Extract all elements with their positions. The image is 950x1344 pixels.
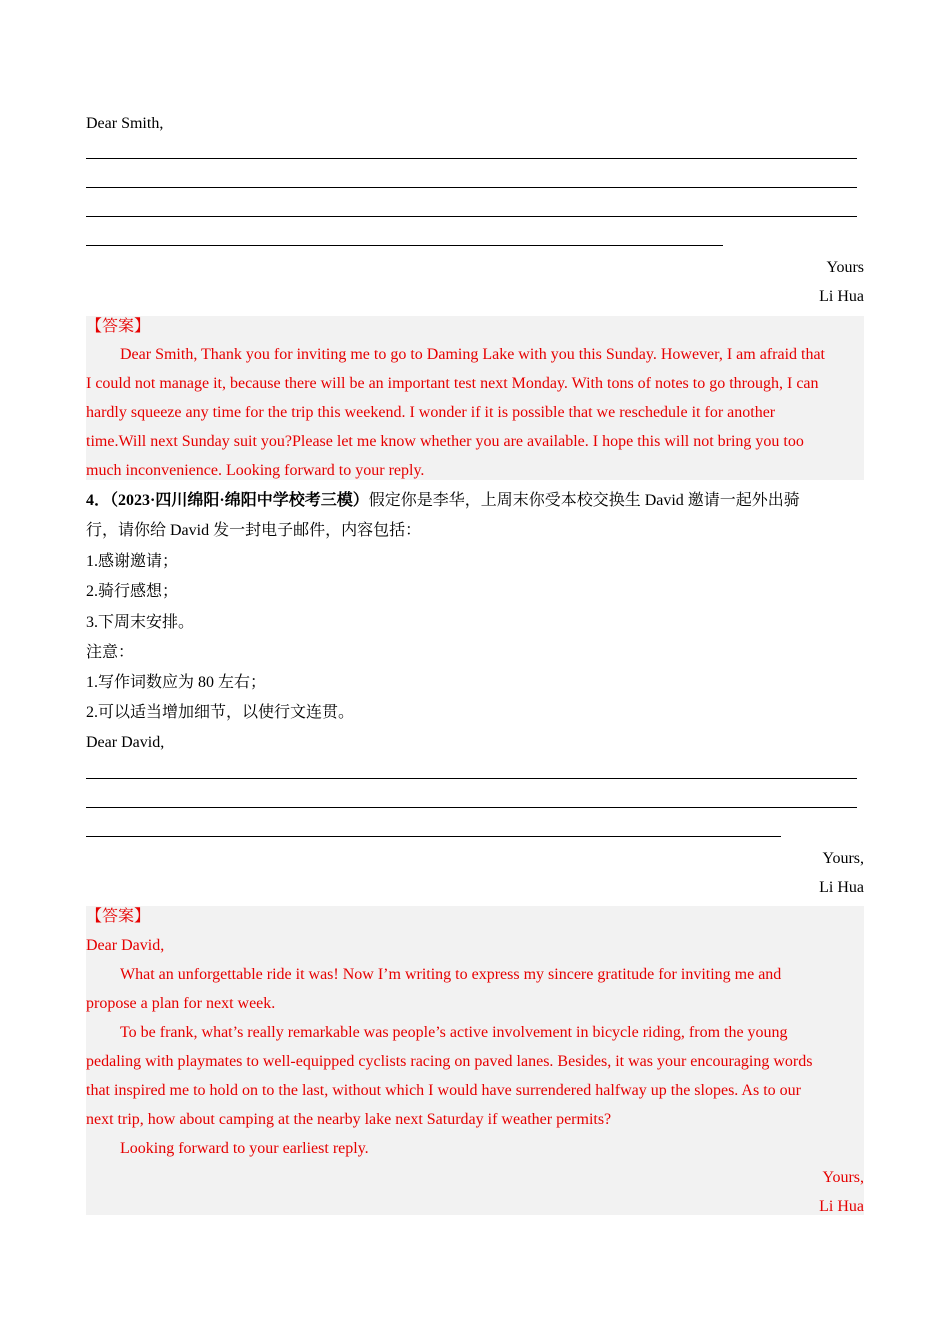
prompt-text: 假定你是李华，上周末你受本校交换生 David 邀请一起外出骑 bbox=[368, 492, 800, 509]
content-point: 2.骑行感想； bbox=[86, 583, 179, 600]
answer-line: much inconvenience. Looking forward to your reply. bbox=[86, 462, 425, 479]
writing-line bbox=[86, 158, 857, 159]
answer-line: I could not manage it, because there will be an important test next Monday. With tons of notes to go through, I can bbox=[86, 375, 819, 392]
answer-box bbox=[86, 316, 864, 480]
writing-line bbox=[86, 778, 857, 779]
salutation-david: Dear David, bbox=[86, 734, 165, 751]
prompt-text: 行，请你给 David 发一封电子邮件，内容包括： bbox=[86, 522, 422, 539]
writing-line bbox=[86, 836, 781, 837]
answer-line: time.Will next Sunday suit you?Please let me know whether you are available. I hope this will not bring you too bbox=[86, 433, 804, 450]
note-item: 2.可以适当增加细节，以使行文连贯。 bbox=[86, 704, 355, 721]
answer-tag: 【答案】 bbox=[86, 908, 151, 925]
content-point: 3.下周末安排。 bbox=[86, 614, 195, 631]
answer-line: next trip, how about camping at the nearby lake next Saturday if weather permits? bbox=[86, 1111, 612, 1128]
answer-line: that inspired me to hold on to the last, without which I would have surrendered halfway up the slopes. As to our bbox=[86, 1082, 801, 1099]
answer-signature: Li Hua bbox=[819, 1198, 864, 1215]
answer-line: What an unforgettable ride it was! Now I’m writing to express my sincere gratitude for inviting me and bbox=[120, 966, 782, 983]
signature: Li Hua bbox=[819, 879, 864, 896]
notes-title: 注意： bbox=[86, 644, 135, 661]
writing-line bbox=[86, 245, 723, 246]
closing: Yours bbox=[826, 259, 864, 276]
signature: Li Hua bbox=[819, 288, 864, 305]
content-point: 1.感谢邀请； bbox=[86, 553, 179, 570]
answer-line: propose a plan for next week. bbox=[86, 995, 276, 1012]
writing-line bbox=[86, 807, 857, 808]
writing-line bbox=[86, 216, 857, 217]
note-item: 1.写作词数应为 80 左右； bbox=[86, 674, 267, 691]
salutation-smith: Dear Smith, bbox=[86, 115, 164, 132]
answer-salutation: Dear David, bbox=[86, 937, 165, 954]
question-4-prompt bbox=[86, 491, 800, 511]
answer-line: Dear Smith, Thank you for inviting me to go to Daming Lake with you this Sunday. However, I am afraid that bbox=[120, 346, 825, 363]
answer-line: pedaling with playmates to well-equipped cyclists racing on paved lanes. Besides, it was your encouraging words bbox=[86, 1053, 813, 1070]
writing-line bbox=[86, 187, 857, 188]
question-source: （2023·四川绵阳·绵阳中学校考三模） bbox=[110, 492, 369, 509]
answer-line: Looking forward to your earliest reply. bbox=[120, 1140, 369, 1157]
answer-closing: Yours, bbox=[822, 1169, 864, 1186]
answer-line: To be frank, what’s really remarkable was people’s active involvement in bicycle riding, from the young bbox=[120, 1024, 788, 1041]
answer-line: hardly squeeze any time for the trip this weekend. I wonder if it is possible that we reschedule it for another bbox=[86, 404, 776, 421]
closing: Yours, bbox=[822, 850, 864, 867]
question-number: 4． bbox=[86, 492, 111, 509]
answer-tag: 【答案】 bbox=[86, 318, 151, 335]
